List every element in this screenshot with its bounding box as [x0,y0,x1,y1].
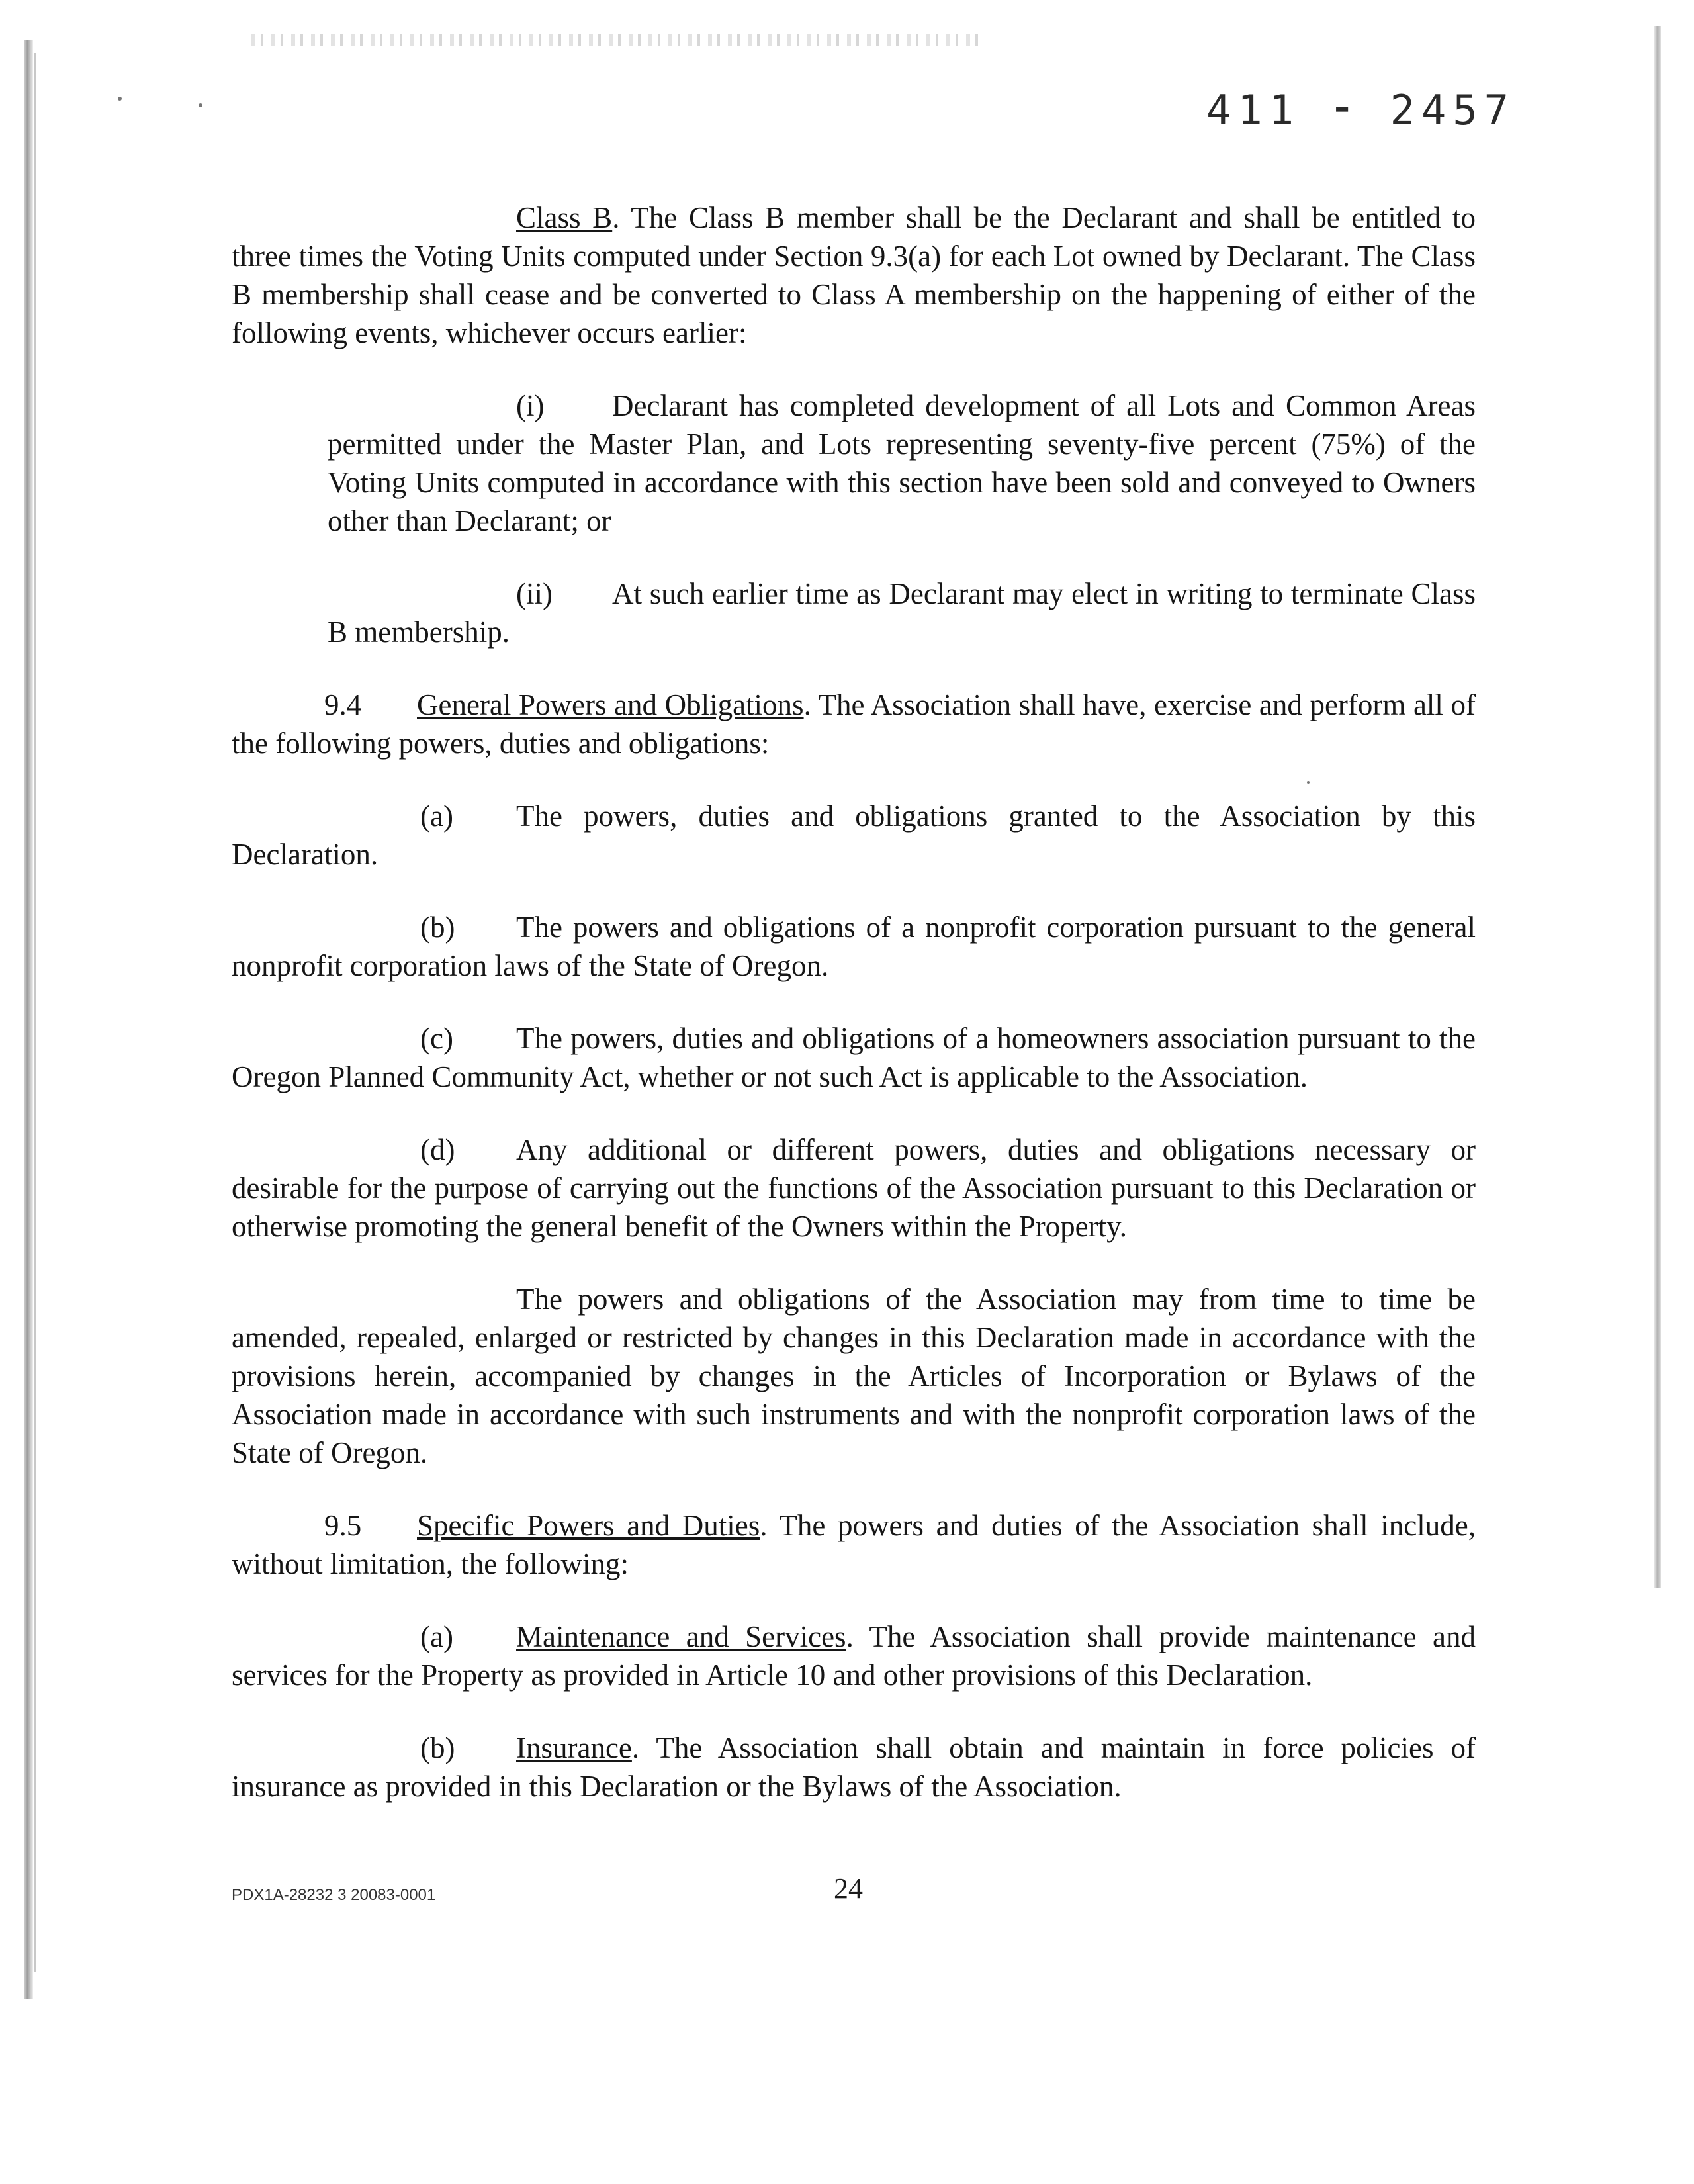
scan-noise-top [251,34,979,46]
document-number: 411 ⁃ 2457 [1206,86,1515,134]
scan-edge-left [24,40,33,1999]
heading-class-b: Class B [516,201,613,234]
item-number: (a) [420,1620,453,1653]
paragraph-text: . The Class B member shall be the Declarant and shall be entitled to three times the Voting Units computed under Section 9.3(a) for each Lot owned by Declarant. The Class B membership shall cease and be converted to Class A membership on the happening of either of the following events, whichever occurs earlier: [232,201,1476,349]
item-number: (i) [516,389,545,422]
paragraph-text: . The Association shall obtain and maintain in force policies of insurance as provided in this Declaration or the Bylaws of the Association. [232,1731,1476,1803]
section-heading: General Powers and Obligations [417,688,804,721]
paragraph-class-b [232,199,1476,352]
paragraph-amendment [232,1280,1476,1472]
item-number: (b) [420,1731,455,1764]
scan-speck [199,103,202,107]
paragraph-9-5-b [232,1729,1476,1805]
paragraph-9-4-b [232,908,1476,985]
paragraph-text: Any additional or different powers, duties and obligations necessary or desirable for the purpose of carrying out the functions of the Association pursuant to this Declaration or otherwise promoting the general benefit of the Owners within the Property. [232,1133,1476,1243]
paragraph-9-5-a [232,1617,1476,1694]
paragraph-9-4-d [232,1130,1476,1246]
section-number: 9.5 [324,1509,362,1542]
section-number: 9.4 [324,688,362,721]
paragraph-text: Declarant has completed development of all Lots and Common Areas permitted under the Master Plan, and Lots representing seventy-five percent (75%) of the Voting Units computed in accordance with this section have been sold and conveyed to Owners other than Declarant; or [328,389,1476,537]
paragraph-text: . The Association shall provide maintenance and services for the Property as provided in Article 10 and other provisions of this Declaration. [232,1620,1476,1692]
paragraph-text: The powers and obligations of a nonprofit corporation pursuant to the general nonprofit corporation laws of the State of Oregon. [232,911,1476,982]
paragraph-text: The powers, duties and obligations of a homeowners association pursuant to the Oregon Planned Community Act, whether or not such Act is applicable to the Association. [232,1022,1476,1093]
scan-edge-right [1654,26,1661,1588]
paragraph-text: The powers, duties and obligations granted to the Association by this Declaration. [232,799,1476,871]
item-heading: Insurance [516,1731,632,1764]
paragraph-text: . The powers and duties of the Association shall include, without limitation, the following: [232,1509,1476,1580]
paragraph-class-b-ii [328,574,1476,651]
scan-line-left [34,53,36,1972]
scan-speck [118,97,122,101]
paragraph-text: The powers and obligations of the Association may from time to time be amended, repealed, enlarged or restricted by changes in this Declaration made in accordance with the provisions herein, accompanied by changes in the Articles of Incorporation or Bylaws of the Association made in accordance with such instruments and with the nonprofit corporation laws of the State of Oregon. [232,1283,1476,1469]
item-heading: Maintenance and Services [516,1620,846,1653]
item-number: (ii) [516,577,553,610]
section-9-4 [232,686,1476,762]
item-number: (c) [420,1022,453,1055]
page-number: 24 [834,1872,863,1905]
paragraph-text: At such earlier time as Declarant may elect in writing to terminate Class B membership. [328,577,1476,649]
section-9-5 [232,1506,1476,1583]
footer-doc-id: PDX1A-28232 3 20083-0001 [232,1886,436,1904]
item-number: (b) [420,911,455,944]
paragraph-9-4-a [232,797,1476,874]
paragraph-text: . The Association shall have, exercise and perform all of the following powers, duties and obligations: [232,688,1476,760]
paragraph-class-b-i [328,387,1476,540]
document-body [232,199,1476,1840]
item-number: (d) [420,1133,455,1166]
paragraph-9-4-c [232,1019,1476,1096]
item-number: (a) [420,799,453,833]
section-heading: Specific Powers and Duties [417,1509,760,1542]
